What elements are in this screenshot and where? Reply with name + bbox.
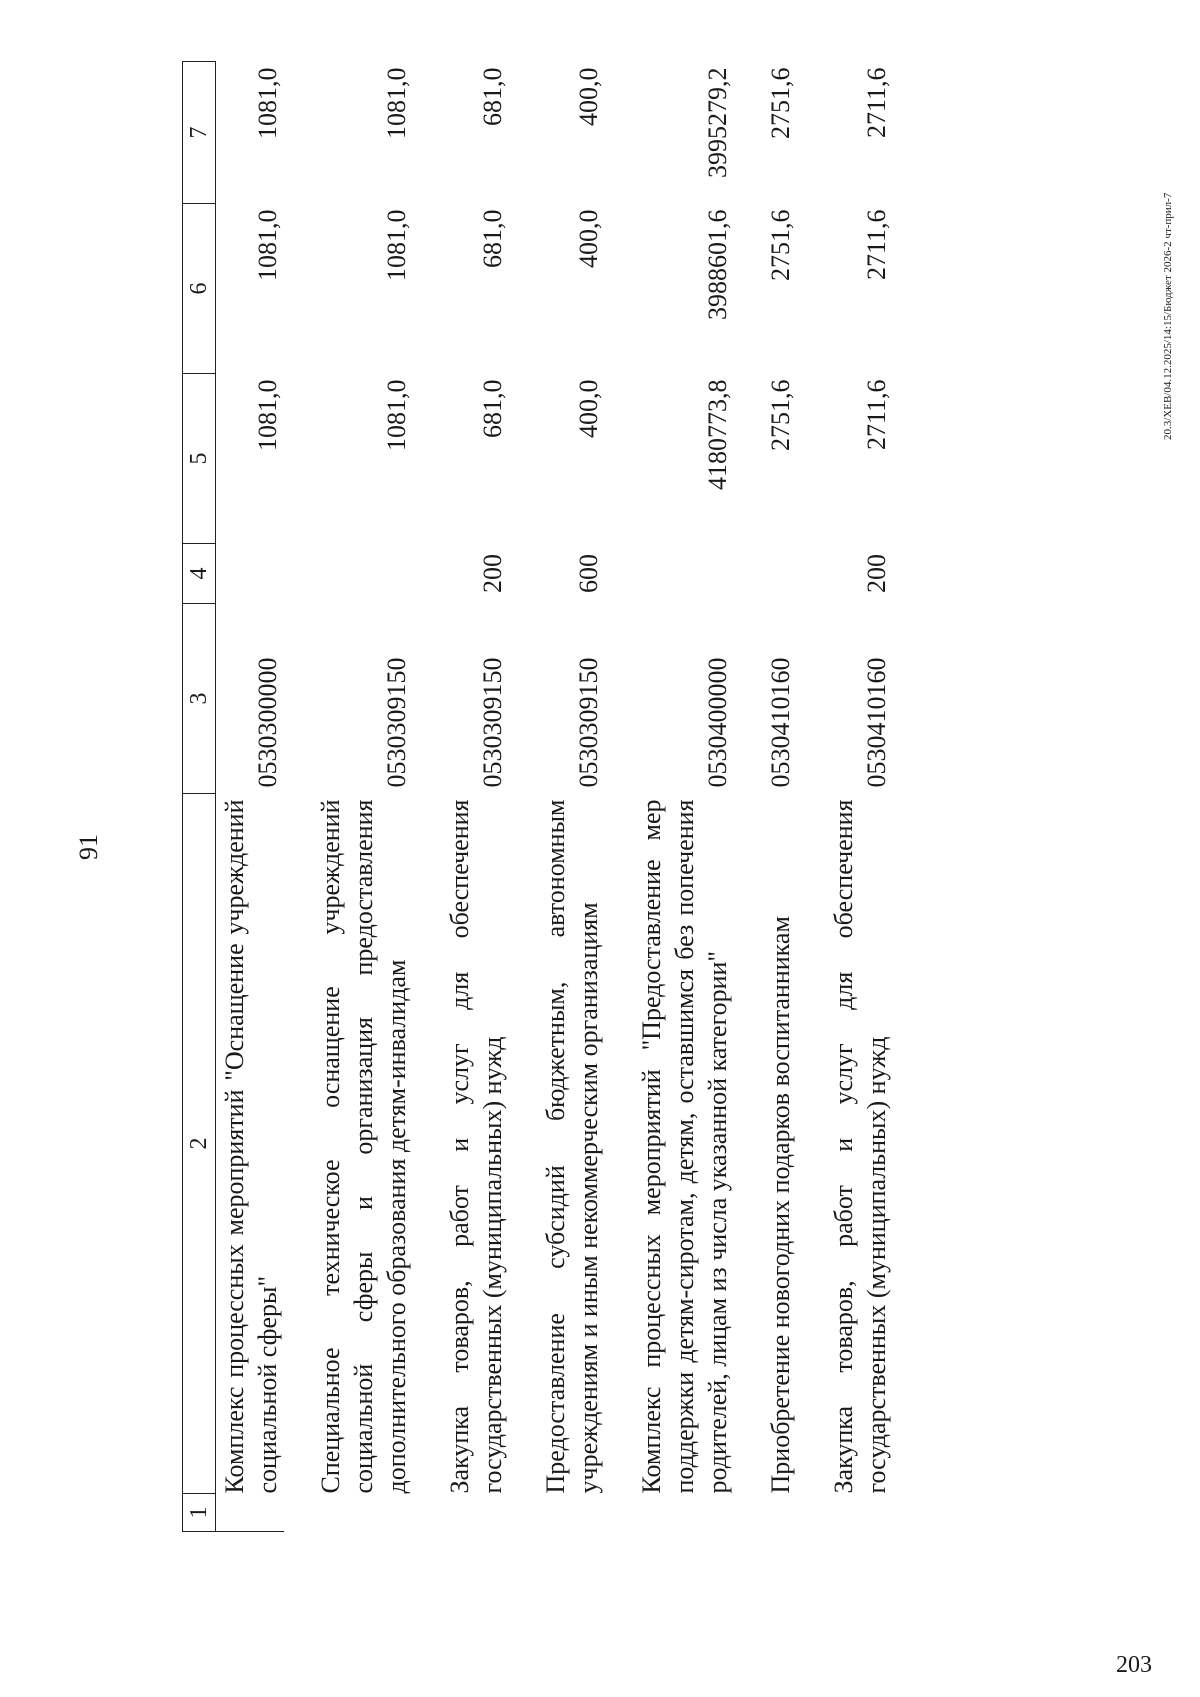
row-vr xyxy=(216,544,285,604)
row-vr: 200 xyxy=(478,554,507,593)
row-code: 0530309150 xyxy=(574,657,603,788)
row-value-7: 3995279,2 xyxy=(703,67,732,178)
row-value-5: 2751,6 xyxy=(766,379,795,451)
row-value-7: 2751,6 xyxy=(766,67,795,139)
row-vr: 600 xyxy=(574,554,603,593)
column-header-2: 2 xyxy=(183,794,216,1494)
row-code: 0530400000 xyxy=(703,657,732,788)
row-code: 0530309150 xyxy=(382,657,411,788)
row-name: Закупка товаров, работ и услуг для обеспечения государственных (муниципальных) нужд xyxy=(829,799,891,1494)
row-vr xyxy=(312,544,413,604)
column-header-6: 6 xyxy=(183,204,216,374)
row-vr xyxy=(633,544,734,604)
table-row xyxy=(216,62,285,1532)
row-value-6: 3988601,6 xyxy=(703,209,732,320)
row-name: Предоставление субсидий бюджетным, автономным учреждениям и иным некоммерческим организациям xyxy=(541,799,603,1494)
row-value-5: 4180773,8 xyxy=(703,379,732,490)
row-name: Специальное техническое оснащение учреждений социальной сферы и организация предоставления дополнительного образования детям-инвалидам xyxy=(316,799,411,1494)
row-value-6: 400,0 xyxy=(574,209,603,268)
row-value-6: 1081,0 xyxy=(253,209,282,281)
row-vr xyxy=(762,544,797,604)
row-value-5: 1081,0 xyxy=(382,379,411,451)
table-row xyxy=(633,62,734,1532)
row-value-7: 400,0 xyxy=(574,67,603,126)
table-row xyxy=(312,62,413,1532)
row-value-6: 1081,0 xyxy=(382,209,411,281)
row-value-6: 681,0 xyxy=(478,209,507,268)
row-value-5: 400,0 xyxy=(574,379,603,438)
row-name: Комплекс процессных мероприятий "Предоставление мер поддержки детям-сиротам, детям, оставшимся без попечения родителей, лицам из числа указанной категории" xyxy=(637,799,732,1494)
footer-code: 20.3/ХЕВ/04.12.2025/14:15/Бюджет 2026-2 чт-прил-7 xyxy=(1162,192,1174,440)
page-number: 91 xyxy=(74,834,103,860)
row-vr: 200 xyxy=(862,554,891,593)
column-header-4: 4 xyxy=(183,544,216,604)
row-value-7: 1081,0 xyxy=(253,67,282,139)
table-row xyxy=(537,62,605,1532)
row-code: 0530410160 xyxy=(766,657,795,788)
row-name: Приобретение новогодних подарков воспитанникам xyxy=(766,916,795,1494)
row-name: Комплекс процессных мероприятий "Оснащение учреждений социальной сферы" xyxy=(220,799,282,1494)
row-value-6: 2751,6 xyxy=(766,209,795,281)
budget-table xyxy=(182,61,893,1532)
row-value-7: 2711,6 xyxy=(862,67,891,139)
row-value-7: 681,0 xyxy=(478,67,507,126)
row-code: 0530300000 xyxy=(253,657,282,788)
row-value-6: 2711,6 xyxy=(862,209,891,281)
table-row xyxy=(762,62,797,1532)
row-value-7: 1081,0 xyxy=(382,67,411,139)
column-header-3: 3 xyxy=(183,604,216,794)
column-header-1: 1 xyxy=(183,1494,216,1532)
row-value-5: 2711,6 xyxy=(862,379,891,451)
budget-table-frame xyxy=(182,62,1042,1532)
column-header-7: 7 xyxy=(183,62,216,204)
row-name: Закупка товаров, работ и услуг для обеспечения государственных (муниципальных) нужд xyxy=(445,799,507,1494)
row-value-5: 1081,0 xyxy=(253,379,282,451)
table-row xyxy=(441,62,509,1532)
table-row xyxy=(825,62,893,1532)
row-code: 0530410160 xyxy=(862,657,891,788)
column-header-5: 5 xyxy=(183,374,216,544)
row-code: 0530309150 xyxy=(478,657,507,788)
table-header-row xyxy=(183,62,216,1532)
row-value-5: 681,0 xyxy=(478,379,507,438)
sheet-number: 203 xyxy=(1116,1652,1152,1678)
